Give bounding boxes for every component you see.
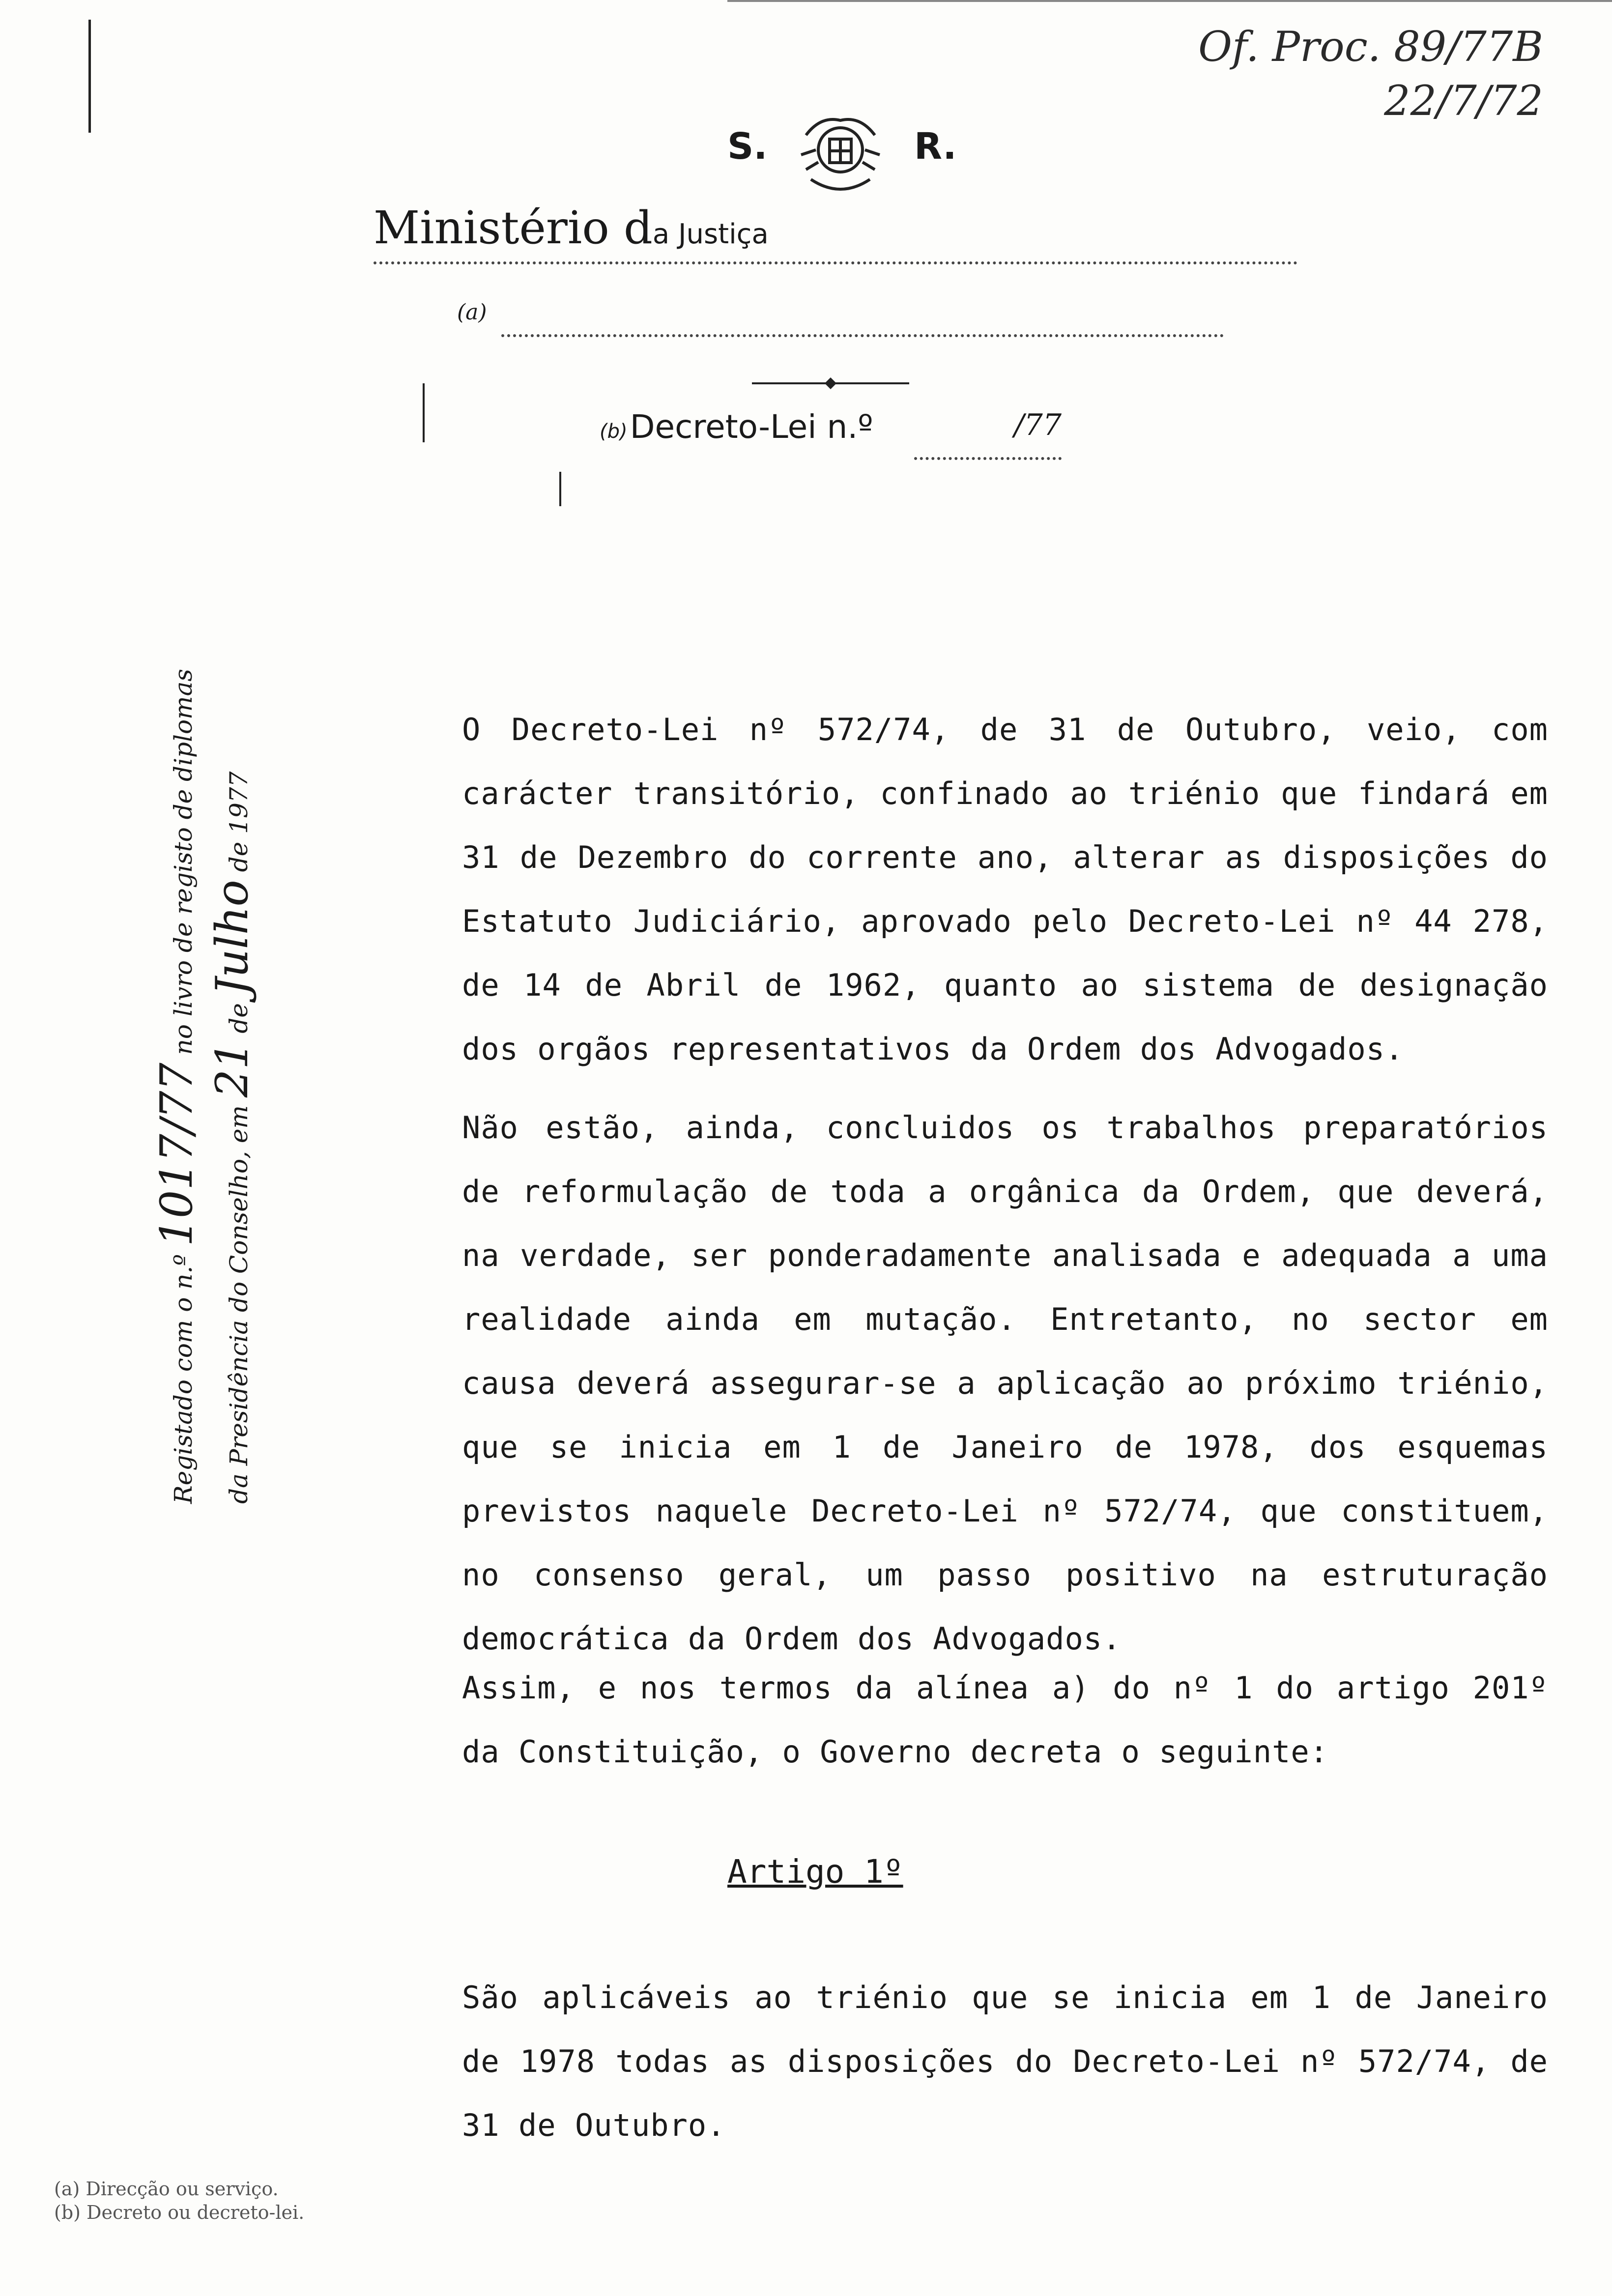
ministry-dotted-line bbox=[374, 261, 1297, 264]
ministry-line bbox=[374, 201, 1297, 270]
decree-dotted-line bbox=[914, 457, 1062, 460]
republic-header bbox=[718, 106, 973, 204]
margin-text-5: de 1977 bbox=[225, 771, 253, 872]
coat-of-arms-icon bbox=[791, 106, 890, 204]
paragraph-1-text: O Decreto-Lei nº 572/74, de 31 de Outubro, veio, com carácter transitório, confinado ao triénio que findará em 31 de Dezembro do corrente ano, alterar as disposições do Estatuto Judiciário, aprovado pelo Decreto-Lei nº 44 278, de 14 de Abril de 1962, quanto ao sistema de designação dos orgãos representativos da Ordem dos Advogados. bbox=[462, 712, 1548, 1067]
margin-scan-mark bbox=[423, 383, 425, 442]
reference-line-1: Of. Proc. 89/77B bbox=[1198, 23, 1543, 71]
decree-label-b: (b) bbox=[600, 420, 628, 443]
article-1-title: Artigo 1º bbox=[727, 1853, 903, 1891]
top-edge-scan-mark bbox=[727, 0, 1612, 2]
ministry-prefix: Ministério d bbox=[374, 201, 653, 254]
handwritten-reference-note bbox=[1198, 20, 1543, 128]
footnote-a: (a) Direcção ou serviço. bbox=[54, 2178, 279, 2200]
paragraph-2-text: Não estão, ainda, concluidos os trabalhos preparatórios de reformulação de toda a orgânica da Ordem, que deverá, na verdade, ser ponderadamente analisada e adequada a uma realidade ainda em mutação. Entretanto, no sector em causa deverá assegurar-se a aplicação ao próximo triénio, que se inicia em 1 de Janeiro de 1978, dos esquemas previstos naquele Decreto-Lei nº 572/74, que constituem, no consenso geral, um passo positivo na estruturação democrática da Ordem dos Advogados. bbox=[462, 1110, 1548, 1657]
footnotes bbox=[54, 2177, 304, 2224]
margin-scan-mark bbox=[559, 472, 561, 506]
header-letter-r: R. bbox=[914, 125, 957, 168]
header-letter-s: S. bbox=[727, 125, 768, 168]
decree-title: Decreto-Lei n.º bbox=[630, 408, 873, 446]
article-1-paragraph bbox=[231, 1966, 1548, 2157]
margin-note-line-1 bbox=[152, 669, 208, 1504]
decree-number-line bbox=[600, 408, 1091, 462]
margin-text-1: Registado com o n.º bbox=[169, 1254, 198, 1504]
ministry-name: a Justiça bbox=[652, 218, 769, 250]
service-label: (a) bbox=[457, 300, 487, 325]
enacting-clause-text: Assim, e nos termos da alínea a) do nº 1 do artigo 201º da Constituição, o Governo decreta o seguinte: bbox=[462, 1670, 1548, 1770]
reference-line-2: 22/7/72 bbox=[1384, 77, 1543, 125]
margin-scan-mark bbox=[88, 20, 91, 133]
service-dotted-line bbox=[501, 334, 1224, 337]
decree-number: /77 bbox=[1014, 408, 1062, 442]
registration-number: 1017/77 bbox=[151, 1062, 202, 1247]
margin-text-3: da Presidência do Conselho, em bbox=[225, 1105, 253, 1504]
footnote-b: (b) Decreto ou decreto-lei. bbox=[54, 2202, 305, 2223]
service-line bbox=[457, 300, 1224, 339]
registration-day: 21 bbox=[206, 1041, 258, 1098]
ornamental-divider bbox=[752, 376, 909, 391]
margin-text-4: de bbox=[225, 1003, 253, 1033]
preamble-paragraph-2 bbox=[231, 1096, 1548, 1671]
margin-text-2: no livro de registo de diplomas bbox=[169, 668, 198, 1055]
enacting-clause bbox=[231, 1656, 1548, 1784]
preamble-paragraph-1 bbox=[231, 698, 1548, 1081]
registration-month: Julho bbox=[206, 880, 258, 996]
article-1-text: São aplicáveis ao triénio que se inicia em 1 de Janeiro de 1978 todas as disposições do Decreto-Lei nº 572/74, de 31 de Outubro. bbox=[462, 1980, 1548, 2143]
